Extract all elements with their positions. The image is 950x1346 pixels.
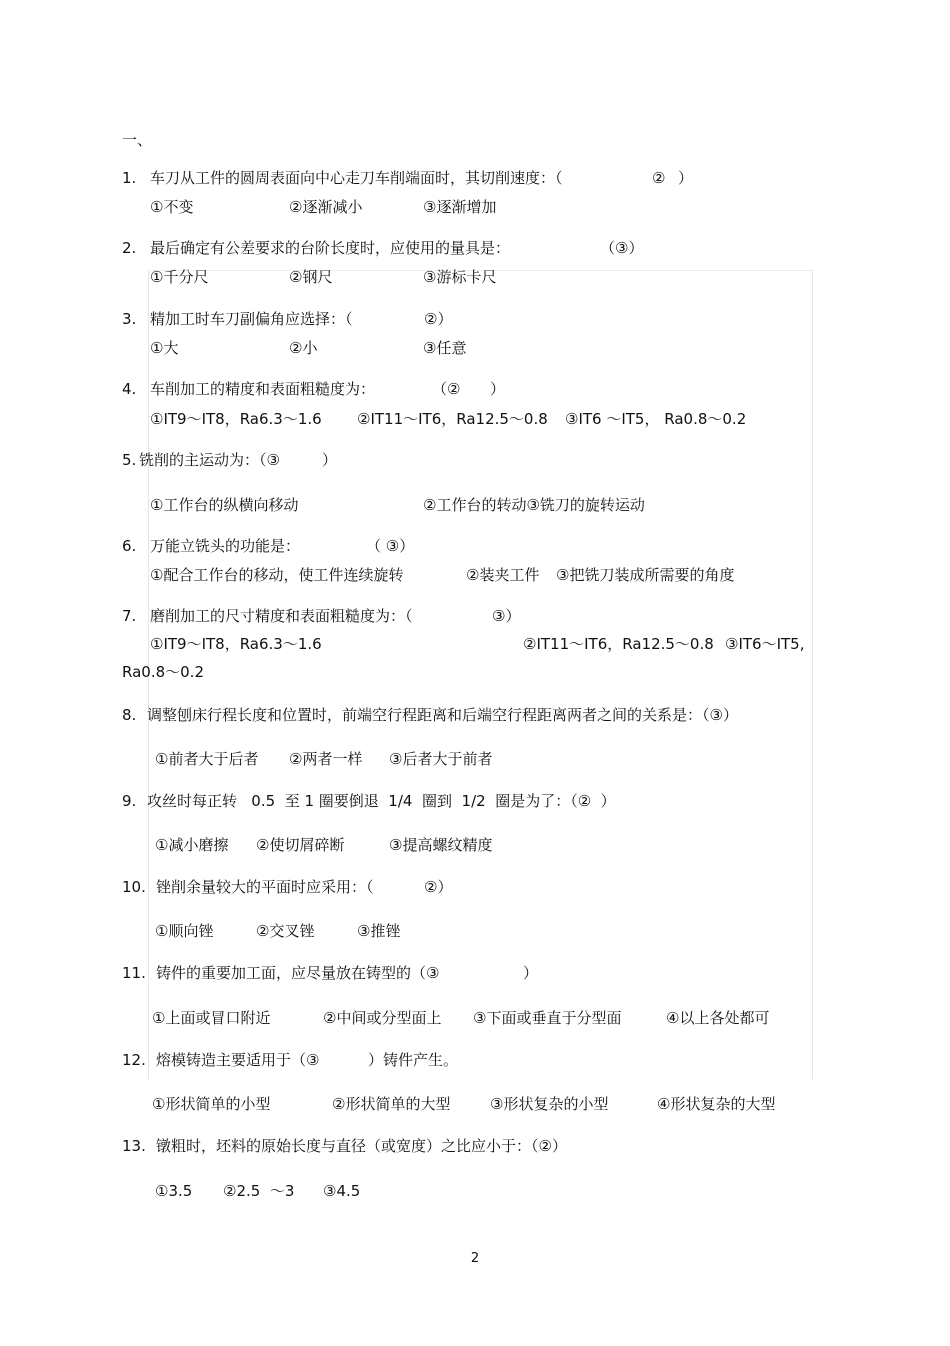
option: ④形状复杂的大型 (657, 1095, 776, 1113)
option: ②形状简单的大型 (332, 1095, 451, 1113)
question-text: 镦粗时，坯料的原始长度与直径（或宽度）之比应小于：（②） (156, 1137, 567, 1155)
option: ④以上各处都可 (666, 1009, 770, 1027)
question-number: 10. (122, 878, 146, 896)
section-heading: 一、 (122, 131, 153, 149)
option: ②装夹工件 (466, 566, 540, 584)
option: ①大 (150, 339, 179, 357)
question-text: 车刀从工件的圆周表面向中心走刀车削端面时，其切削速度：（ (150, 169, 563, 187)
option: ①IT9～IT8，Ra6.3～1.6 (150, 635, 322, 653)
question-number: 2. (122, 239, 137, 257)
option: ①千分尺 (150, 268, 209, 286)
option: ①形状简单的小型 (152, 1095, 271, 1113)
option: ③任意 (423, 339, 467, 357)
option: ③后者大于前者 (389, 750, 493, 768)
option-continuation: Ra0.8～0.2 (122, 663, 204, 681)
question-text: 精加工时车刀副偏角应选择：（ (150, 310, 353, 328)
question-answer: ②） (424, 878, 453, 896)
option: ②小 (289, 339, 318, 357)
question-number: 11. (122, 964, 146, 982)
question-number: 12. (122, 1051, 146, 1069)
question-text: 最后确定有公差要求的台阶长度时，应使用的量具是： (150, 239, 511, 257)
option: ①上面或冒口附近 (152, 1009, 271, 1027)
page-number: 2 (470, 1251, 480, 1266)
question-number: 1. (122, 169, 137, 187)
question-number: 5. (122, 451, 137, 469)
option: ②两者一样 (289, 750, 363, 768)
option: ②钢尺 (289, 268, 333, 286)
question-text: 调整刨床行程长度和位置时，前端空行程距离和后端空行程距离两者之间的关系是：（③） (147, 706, 738, 724)
option: ③逐渐增加 (423, 198, 497, 216)
option: ①配合工作台的移动，使工件连续旋转 (150, 566, 404, 584)
option: ③4.5 (323, 1182, 361, 1200)
option: ③游标卡尺 (423, 268, 497, 286)
question-text: 铸件的重要加工面，应尽量放在铸型的（③ (156, 964, 440, 982)
question-number: 7. (122, 607, 137, 625)
question-answer: ②） (424, 310, 453, 328)
question-text: 车削加工的精度和表面粗糙度为： (150, 380, 376, 398)
option: ③提高螺纹精度 (389, 836, 493, 854)
option: ②逐渐减小 (289, 198, 363, 216)
option: ②工作台的转动③铣刀的旋转运动 (423, 496, 645, 514)
question-number: 13. (122, 1137, 146, 1155)
question-answer: ③） (492, 607, 521, 625)
question-close: ） (523, 964, 539, 982)
question-number: 3. (122, 310, 137, 328)
option: ②IT11～IT6，Ra12.5～0.8 (357, 410, 548, 428)
option: ③形状复杂的小型 (490, 1095, 609, 1113)
question-text: 万能立铣头的功能是： (150, 537, 301, 555)
question-number: 6. (122, 537, 137, 555)
question-answer: ② (652, 169, 666, 187)
question-text: 磨削加工的尺寸精度和表面粗糙度为：（ (150, 607, 413, 625)
question-text: 铣削的主运动为：（③ (139, 451, 280, 469)
option: ②交叉锉 (256, 922, 315, 940)
question-answer: （② (432, 380, 461, 398)
question-text: 攻丝时每正转 0.5 至 1 圈要倒退 1/4 圈到 1/2 圈是为了：（② ） (147, 792, 616, 810)
option: ②中间或分型面上 (323, 1009, 442, 1027)
question-number: 8. (122, 706, 137, 724)
question-close: ）铸件产生。 (368, 1051, 459, 1069)
option: ③把铣刀装成所需要的角度 (556, 566, 735, 584)
option: ①顺向锉 (155, 922, 214, 940)
question-text: 锉削余量较大的平面时应采用：（ (156, 878, 374, 896)
question-answer: （ ③） (366, 537, 415, 555)
question-number: 4. (122, 380, 137, 398)
option: ③下面或垂直于分型面 (473, 1009, 622, 1027)
option: ③IT6～IT5, (725, 635, 805, 653)
option: ①不变 (150, 198, 194, 216)
question-answer: （③） (600, 239, 644, 257)
option: ③推锉 (357, 922, 401, 940)
question-close: ） (490, 380, 506, 398)
option: ①工作台的纵横向移动 (150, 496, 299, 514)
option: ②2.5 ～3 (223, 1182, 295, 1200)
option: ②IT11～IT6，Ra12.5～0.8 (523, 635, 714, 653)
question-text: 熔模铸造主要适用于（③ (156, 1051, 320, 1069)
option: ①3.5 (155, 1182, 193, 1200)
option: ①IT9～IT8，Ra6.3～1.6 (150, 410, 322, 428)
option: ②使切屑碎断 (256, 836, 345, 854)
question-number: 9. (122, 792, 137, 810)
option: ①前者大于后者 (155, 750, 259, 768)
option: ③IT6 ～IT5， Ra0.8～0.2 (565, 410, 747, 428)
question-close: ） (678, 169, 694, 187)
option: ①减小磨擦 (155, 836, 229, 854)
question-close: ） (322, 451, 338, 469)
